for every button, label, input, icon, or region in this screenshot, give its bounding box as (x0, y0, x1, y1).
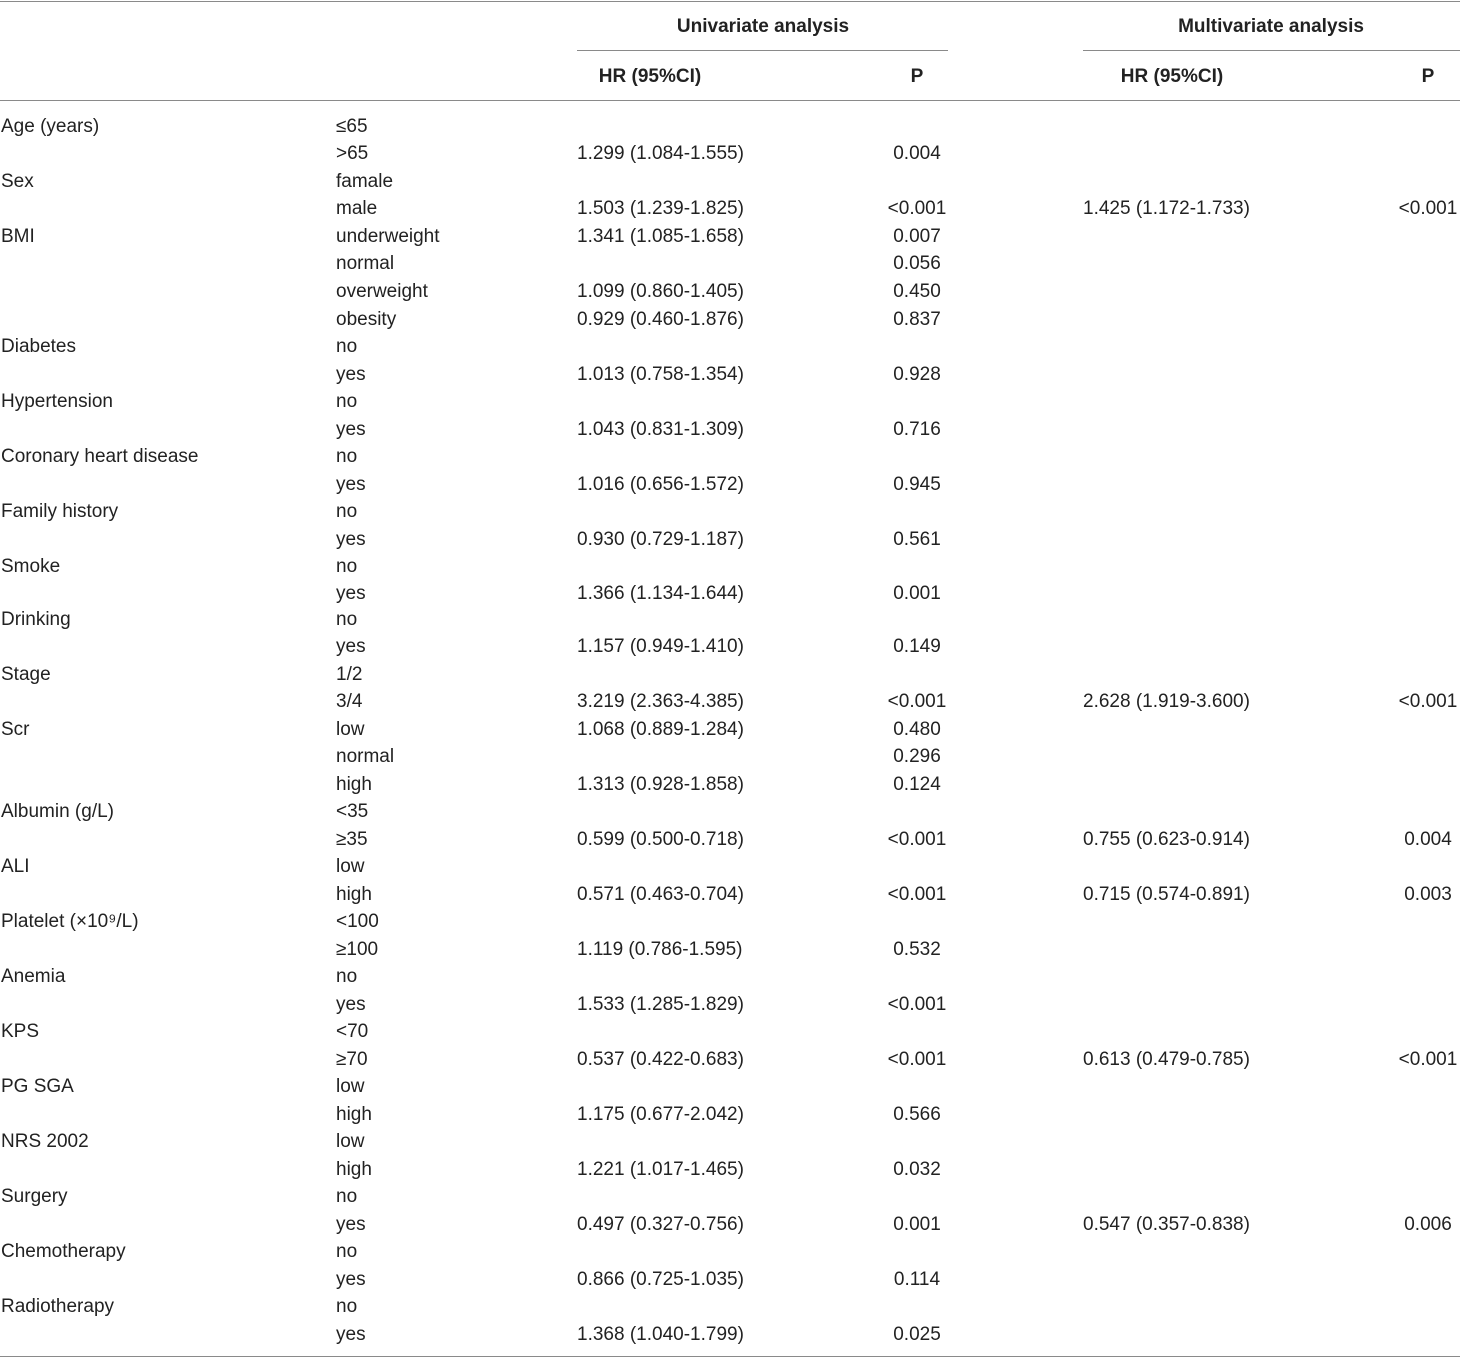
variable-cell: Stage (1, 664, 51, 685)
multivariate-hr-cell: 0.755 (0.623-0.914) (1083, 829, 1250, 850)
level-cell: ≥70 (336, 1049, 368, 1070)
univariate-hr-cell: 1.175 (0.677-2.042) (577, 1104, 744, 1125)
univariate-p-cell: 0.032 (893, 1159, 941, 1180)
univariate-p-cell: <0.001 (887, 829, 947, 850)
multivariate-p-cell: 0.004 (1404, 829, 1452, 850)
level-cell: yes (336, 994, 366, 1015)
multivariate-p-cell: <0.001 (1398, 198, 1458, 219)
univariate-p-cell: 0.928 (893, 364, 941, 385)
univariate-p-cell: 0.124 (893, 774, 941, 795)
variable-cell: Scr (1, 719, 30, 740)
variable-cell: Albumin (g/L) (1, 801, 114, 822)
level-cell: high (336, 884, 372, 905)
table-bottom-rule (0, 1356, 1460, 1357)
univariate-hr-cell: 1.043 (0.831-1.309) (577, 419, 744, 440)
level-cell: normal (336, 746, 395, 767)
level-cell: yes (336, 1324, 366, 1345)
level-cell: no (336, 609, 358, 630)
univariate-p-cell: 0.716 (893, 419, 941, 440)
univariate-hr-cell: 1.341 (1.085-1.658) (577, 226, 744, 247)
level-cell: ≤65 (336, 116, 368, 137)
univariate-hr-cell: 1.533 (1.285-1.829) (577, 994, 744, 1015)
univariate-hr-cell: 1.068 (0.889-1.284) (577, 719, 744, 740)
level-cell: yes (336, 636, 366, 657)
univariate-p-cell: <0.001 (887, 1049, 947, 1070)
univariate-p-cell: 0.004 (893, 143, 941, 164)
level-cell: yes (336, 583, 366, 604)
multivariate-hr-cell: 2.628 (1.919-3.600) (1083, 691, 1250, 712)
variable-cell: Radiotherapy (1, 1296, 115, 1317)
variable-cell: Hypertension (1, 391, 113, 412)
univariate-p-cell: 0.566 (893, 1104, 941, 1125)
level-cell: yes (336, 419, 366, 440)
header-bottom-rule (0, 100, 1460, 101)
univariate-hr-cell: 1.313 (0.928-1.858) (577, 774, 744, 795)
level-cell: high (336, 1104, 372, 1125)
level-cell: normal (336, 253, 395, 274)
univariate-p-cell: 0.149 (893, 636, 941, 657)
level-cell: underweight (336, 226, 440, 247)
variable-cell: Coronary heart disease (1, 446, 199, 467)
level-cell: no (336, 501, 358, 522)
univariate-p-cell: 0.480 (893, 719, 941, 740)
level-cell: overweight (336, 281, 428, 302)
univariate-hr-cell: 1.119 (0.786-1.595) (577, 939, 743, 960)
multivariate-hr-cell: 0.715 (0.574-0.891) (1083, 884, 1250, 905)
level-cell: no (336, 1296, 358, 1317)
variable-cell: Drinking (1, 609, 71, 630)
univariate-p-cell: <0.001 (887, 691, 947, 712)
multivariate-p-cell: <0.001 (1398, 691, 1458, 712)
level-cell: yes (336, 1214, 366, 1235)
level-cell: ≥100 (336, 939, 379, 960)
univariate-p-header: P (910, 66, 924, 87)
univariate-p-cell: 0.114 (893, 1269, 941, 1290)
variable-cell: Age (years) (1, 116, 100, 137)
level-cell: 1/2 (336, 664, 363, 685)
variable-cell: KPS (1, 1021, 40, 1042)
univariate-hr-cell: 1.299 (1.084-1.555) (577, 143, 744, 164)
level-cell: high (336, 1159, 372, 1180)
univariate-hr-cell: 0.537 (0.422-0.683) (577, 1049, 744, 1070)
variable-cell: Surgery (1, 1186, 68, 1207)
univariate-p-cell: 0.837 (893, 309, 941, 330)
level-cell: >65 (336, 143, 369, 164)
level-cell: obesity (336, 309, 397, 330)
level-cell: low (336, 1076, 365, 1097)
multivariate-hr-cell: 0.547 (0.357-0.838) (1083, 1214, 1250, 1235)
univariate-p-cell: <0.001 (887, 198, 947, 219)
univariate-header: Univariate analysis (676, 16, 850, 37)
variable-cell: PG SGA (1, 1076, 74, 1097)
level-cell: yes (336, 1269, 366, 1290)
variable-cell: Platelet (×10⁹/L) (1, 911, 139, 932)
univariate-hr-cell: 0.599 (0.500-0.718) (577, 829, 744, 850)
univariate-p-cell: 0.001 (893, 583, 941, 604)
level-cell: high (336, 774, 372, 795)
level-cell: no (336, 966, 358, 987)
variable-cell: Chemotherapy (1, 1241, 126, 1262)
univariate-p-cell: 0.561 (893, 529, 941, 550)
univariate-underline (577, 50, 948, 51)
univariate-hr-header: HR (95%CI) (598, 66, 702, 87)
univariate-p-cell: 0.450 (893, 281, 941, 302)
univariate-hr-cell: 0.929 (0.460-1.876) (577, 309, 744, 330)
level-cell: low (336, 856, 365, 877)
variable-cell: Diabetes (1, 336, 76, 357)
univariate-hr-cell: 1.099 (0.860-1.405) (577, 281, 744, 302)
level-cell: <70 (336, 1021, 369, 1042)
multivariate-p-cell: 0.003 (1404, 884, 1452, 905)
univariate-hr-cell: 1.366 (1.134-1.644) (577, 583, 744, 604)
multivariate-hr-cell: 0.613 (0.479-0.785) (1083, 1049, 1250, 1070)
univariate-hr-cell: 1.013 (0.758-1.354) (577, 364, 744, 385)
univariate-hr-cell: 1.368 (1.040-1.799) (577, 1324, 744, 1345)
univariate-hr-cell: 1.221 (1.017-1.465) (577, 1159, 744, 1180)
level-cell: low (336, 1131, 365, 1152)
variable-cell: BMI (1, 226, 35, 247)
level-cell: no (336, 336, 358, 357)
level-cell: yes (336, 364, 366, 385)
multivariate-header: Multivariate analysis (1178, 16, 1364, 37)
variable-cell: ALI (1, 856, 30, 877)
univariate-p-cell: <0.001 (887, 884, 947, 905)
level-cell: <35 (336, 801, 369, 822)
multivariate-underline (1083, 50, 1460, 51)
univariate-p-cell: 0.007 (893, 226, 941, 247)
univariate-hr-cell: 0.497 (0.327-0.756) (577, 1214, 744, 1235)
univariate-hr-cell: 0.571 (0.463-0.704) (577, 884, 744, 905)
level-cell: 3/4 (336, 691, 363, 712)
level-cell: no (336, 556, 358, 577)
univariate-hr-cell: 0.930 (0.729-1.187) (577, 529, 744, 550)
variable-cell: Anemia (1, 966, 66, 987)
level-cell: ≥35 (336, 829, 368, 850)
level-cell: no (336, 391, 358, 412)
multivariate-p-cell: <0.001 (1398, 1049, 1458, 1070)
variable-cell: NRS 2002 (1, 1131, 89, 1152)
level-cell: famale (336, 171, 394, 192)
univariate-p-cell: 0.296 (893, 746, 941, 767)
multivariate-hr-header: HR (95%CI) (1120, 66, 1224, 87)
variable-cell: Smoke (1, 556, 61, 577)
level-cell: low (336, 719, 365, 740)
univariate-p-cell: 0.001 (893, 1214, 941, 1235)
univariate-p-cell: <0.001 (887, 994, 947, 1015)
univariate-p-cell: 0.532 (893, 939, 941, 960)
univariate-hr-cell: 1.503 (1.239-1.825) (577, 198, 744, 219)
level-cell: no (336, 1186, 358, 1207)
univariate-hr-cell: 1.016 (0.656-1.572) (577, 474, 744, 495)
variable-cell: Family history (1, 501, 119, 522)
multivariate-hr-cell: 1.425 (1.172-1.733) (1083, 198, 1250, 219)
level-cell: yes (336, 529, 366, 550)
univariate-hr-cell: 3.219 (2.363-4.385) (577, 691, 744, 712)
univariate-p-cell: 0.945 (893, 474, 941, 495)
variable-cell: Sex (1, 171, 34, 192)
level-cell: <100 (336, 911, 379, 932)
univariate-hr-cell: 0.866 (0.725-1.035) (577, 1269, 744, 1290)
level-cell: no (336, 446, 358, 467)
multivariate-p-header: P (1421, 66, 1435, 87)
univariate-p-cell: 0.056 (893, 253, 941, 274)
multivariate-p-cell: 0.006 (1404, 1214, 1452, 1235)
level-cell: male (336, 198, 378, 219)
level-cell: yes (336, 474, 366, 495)
level-cell: no (336, 1241, 358, 1262)
univariate-p-cell: 0.025 (893, 1324, 941, 1345)
univariate-hr-cell: 1.157 (0.949-1.410) (577, 636, 744, 657)
table-top-rule (0, 1, 1460, 2)
